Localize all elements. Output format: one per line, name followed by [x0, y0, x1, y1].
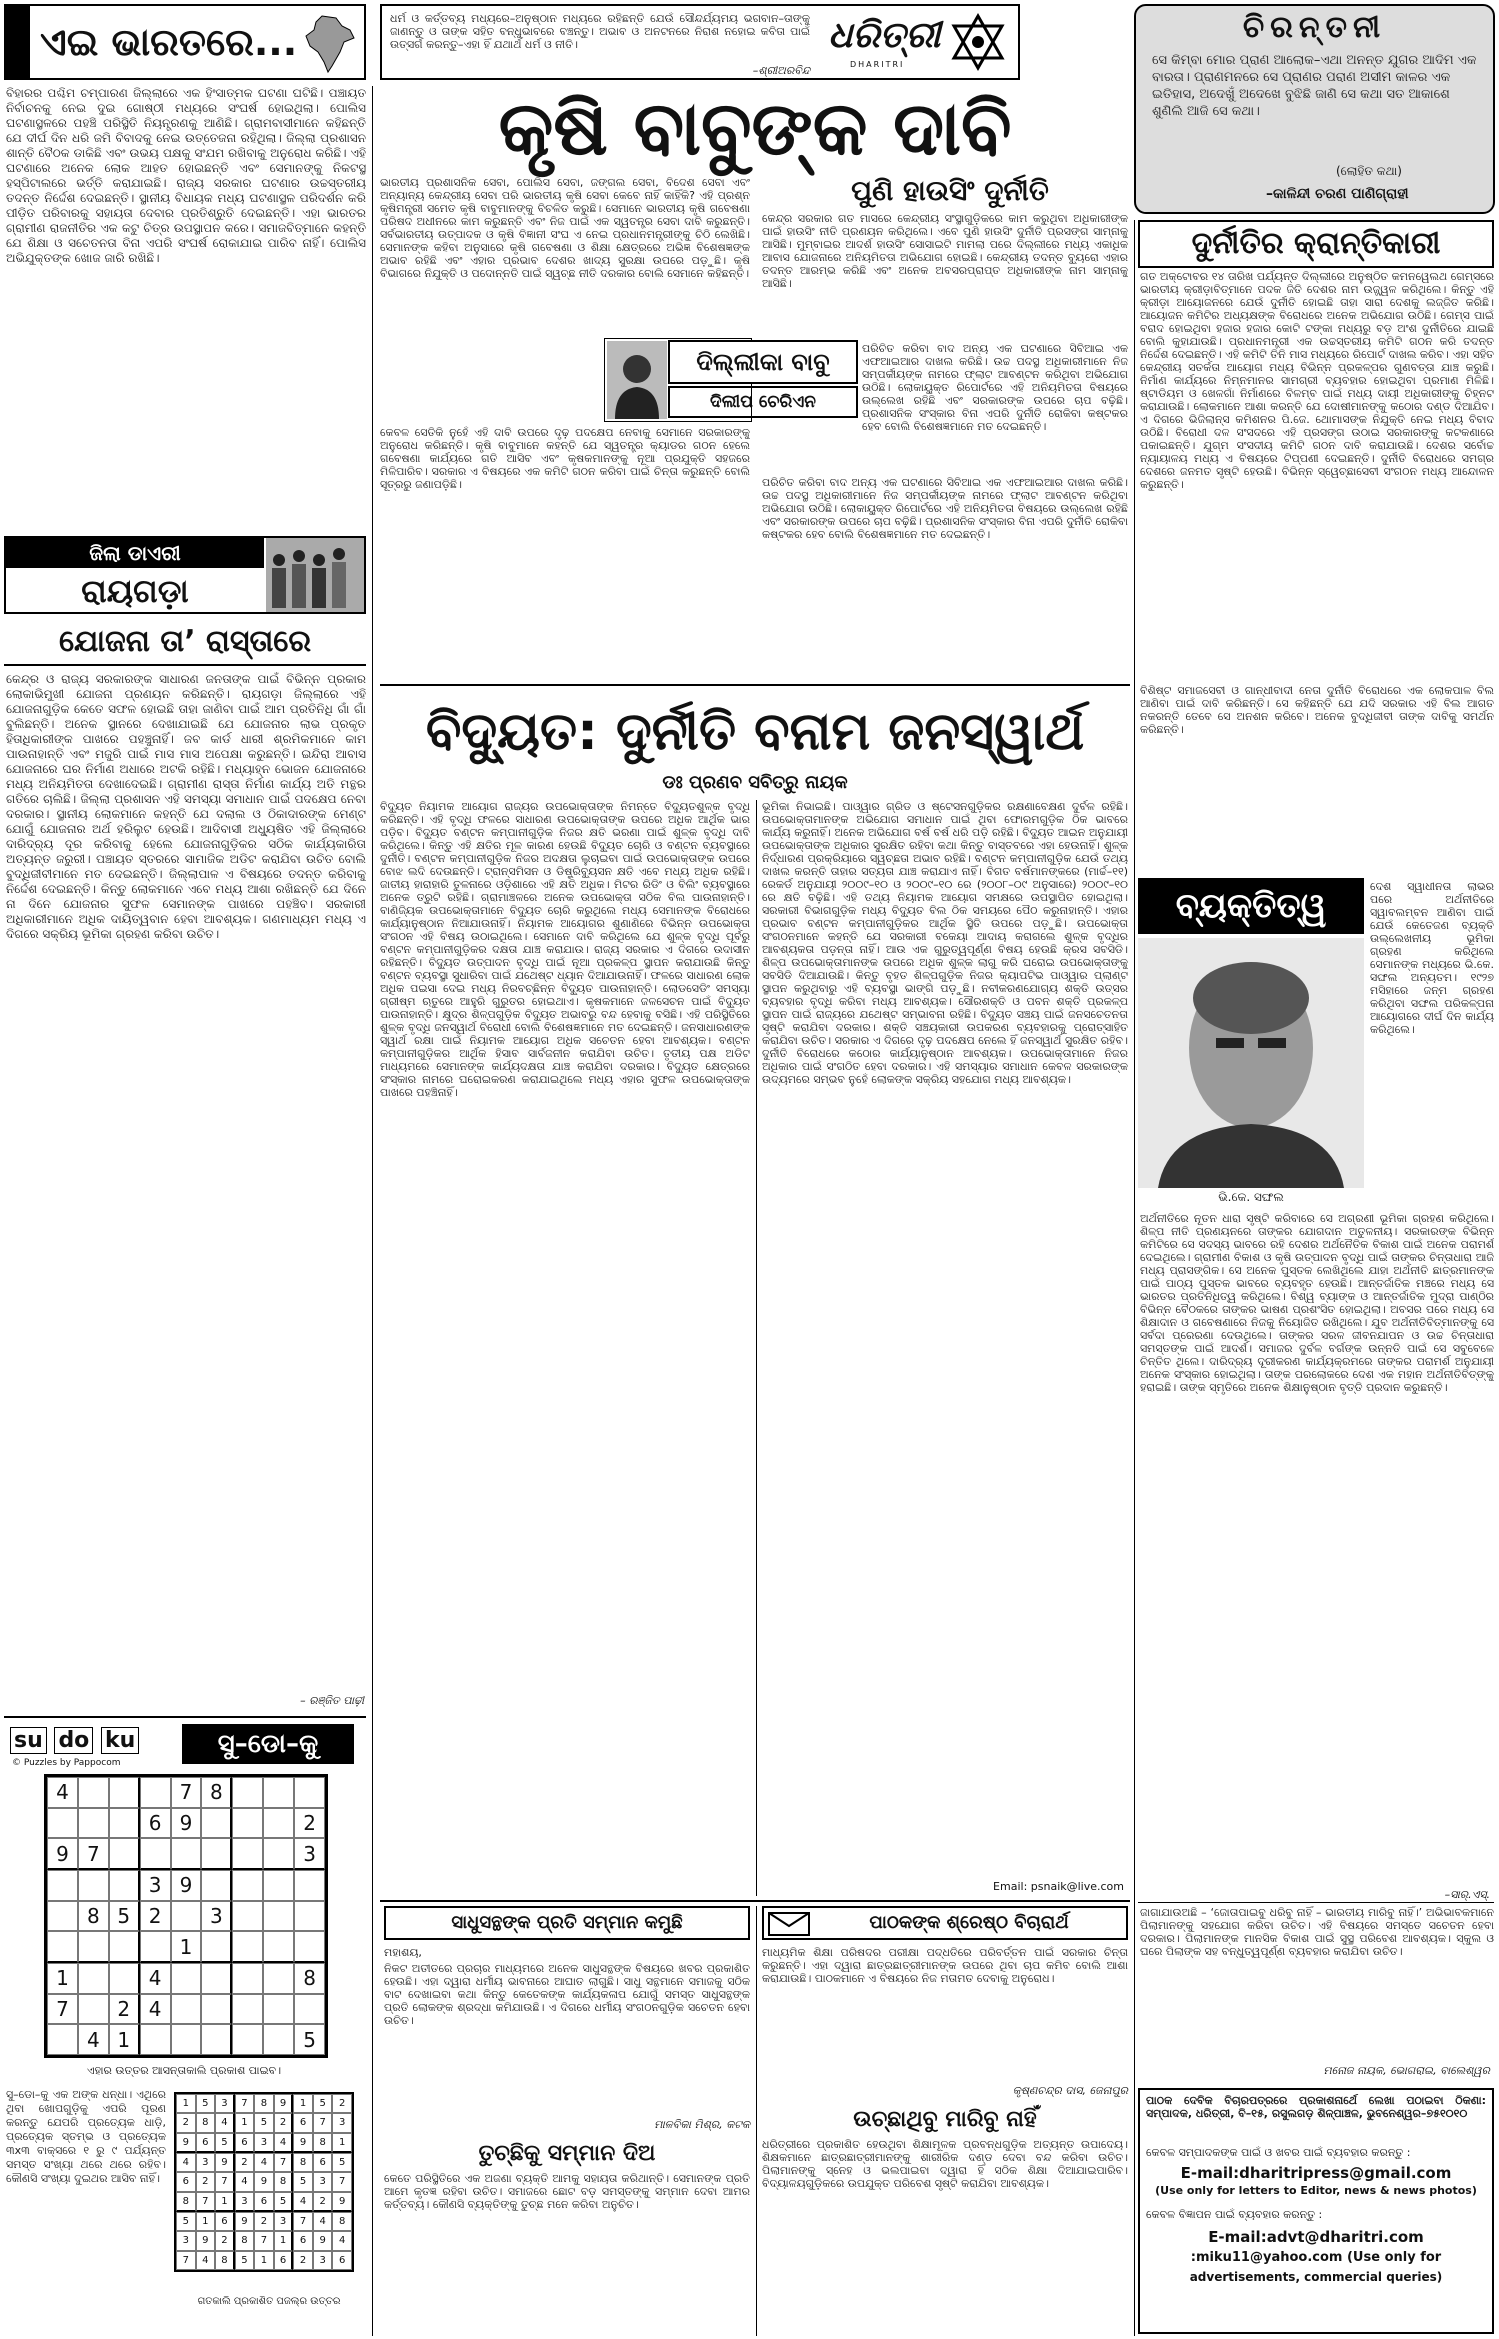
tuchhi-title: ତୁଚ୍ଛିକୁ ସମ୍ମାନ ଦିଅ	[478, 2141, 656, 2166]
sudoku-cell[interactable]: 2	[294, 1808, 325, 1839]
bharat-article: ବିହାରର ପଶ୍ଚିମ ଚମ୍ପାରଣ ଜିଲ୍ଲାରେ ଏକ ହିଂସାତ୍ମକ ଘଟଣା ଘଟିଛି। ପଞ୍ଚାୟତ ନିର୍ବାଚନକୁ ନେଇ ଦୁଇ ଗୋଷ୍ଠୀ ମଧ୍ୟରେ ସଂଘର୍ଷ ହୋଇଥିଲା। ପୋଲିସ ଘଟଣାସ୍ଥଳରେ ପହଞ୍ଚି ପରିସ୍ଥିତି ନିୟନ୍ତ୍ରଣକୁ ଆଣିଛି। ଗ୍ରାମବାସୀମାନେ କହିଛନ୍ତି ଯେ ଦୀର୍ଘ ଦିନ ଧରି ଜମି ବିବାଦକୁ ନେଇ ଉତ୍ତେଜନା ରହିଥିଲା। ଜିଲ୍ଲା ପ୍ରଶାସନ ଶାନ୍ତି ବୈଠକ ଡାକିଛି ଏବଂ ଉଭୟ ପକ୍ଷକୁ ସଂଯମ ରଖିବାକୁ ଅନୁରୋଧ କରିଛି। ଏହି ଘଟଣାରେ ଅନେକ ଲୋକ ଆହତ ହୋଇଛନ୍ତି ଏବଂ ସେମାନଙ୍କୁ ନିକଟସ୍ଥ ହସ୍ପିଟାଲରେ ଭର୍ତ୍ତି କରାଯାଇଛି। ରାଜ୍ୟ ସରକାର ଘଟଣାର ଉଚ୍ଚସ୍ତରୀୟ ତଦନ୍ତ ନିର୍ଦ୍ଦେଶ ଦେଇଛନ୍ତି। ସ୍ଥାନୀୟ ବିଧାୟକ ମଧ୍ୟ ଘଟଣାସ୍ଥଳ ପରିଦର୍ଶନ କରି ପୀଡ଼ିତ ପରିବାରକୁ ସହାୟତା ଦେବାର ପ୍ରତିଶ୍ରୁତି ଦେଇଛନ୍ତି। ଏହା ଭାରତର ଗ୍ରାମୀଣ ରାଜନୀତିର ଏକ କଟୁ ଚିତ୍ର ଉପସ୍ଥାପନ କରେ। ସମାଜବିତ୍‌ମାନେ କହନ୍ତି ଯେ ଶିକ୍ଷା ଓ ସଚେତନତା ବିନା ଏପରି ସଂଘର୍ଷ ରୋକାଯାଇ ପାରିବ ନାହିଁ। ପୋଲିସ ଅଭିଯୁକ୍ତଙ୍କ ଖୋଜ ଜାରି ରଖିଛି।	[6, 86, 366, 265]
solution-cell: 4	[274, 2133, 294, 2153]
rule-above-letters	[380, 1900, 1130, 1902]
solution-cell: 6	[293, 2113, 313, 2132]
section-banner-bharat	[4, 4, 366, 80]
sudoku-cell[interactable]: 1	[171, 1931, 202, 1963]
banner-stripe	[6, 6, 30, 78]
section-title: ଏଇ ଭାରତରେ...	[40, 20, 298, 64]
solution-cell: 8	[176, 2192, 196, 2212]
solution-cell: 1	[176, 2094, 196, 2113]
solution-cell: 1	[215, 2192, 235, 2212]
solution-cell: 2	[235, 2153, 255, 2172]
solution-cell: 4	[196, 2251, 216, 2270]
solution-cell: 8	[313, 2133, 333, 2153]
sudoku-cell[interactable]	[263, 1777, 294, 1808]
sudoku-cell[interactable]: 3	[140, 1870, 171, 1901]
sudoku-cell[interactable]: 9	[171, 1870, 202, 1901]
column-rule-1	[372, 86, 373, 2336]
vyaktitwa-main-text: ଅର୍ଥନୀତିରେ ନୂତନ ଧାରା ସୃଷ୍ଟି କରିବାରେ ସେ ଅଗ୍ରଣୀ ଭୂମିକା ଗ୍ରହଣ କରିଥିଲେ। ଶିଳ୍ପ ନୀତି ପ୍ରଣୟନରେ ତାଙ୍କର ଯୋଗଦାନ ଅତୁଳନୀୟ। ସରକାରଙ୍କ ବିଭିନ୍ନ କମିଟିରେ ସେ ସଦସ୍ୟ ଭାବରେ ରହି ଦେଶର ଅର୍ଥନୈତିକ ବିକାଶ ପାଇଁ ଅନେକ ପରାମର୍ଶ ଦେଇଥିଲେ। ଗ୍ରାମୀଣ ବିକାଶ ଓ କୃଷି ଉତ୍ପାଦନ ବୃଦ୍ଧି ପାଇଁ ତାଙ୍କର ଚିନ୍ତାଧାରା ଆଜି ମଧ୍ୟ ପ୍ରାସଙ୍ଗିକ। ସେ ଅନେକ ପୁସ୍ତକ ଲେଖିଥିଲେ ଯାହା ଅର୍ଥନୀତି ଛାତ୍ରମାନଙ୍କ ପାଇଁ ପାଠ୍ୟ ପୁସ୍ତକ ଭାବରେ ବ୍ୟବହୃତ ହେଉଛି। ଆନ୍ତର୍ଜାତିକ ମଞ୍ଚରେ ମଧ୍ୟ ସେ ଭାରତର ପ୍ରତିନିଧିତ୍ୱ କରିଥିଲେ। ବିଶ୍ୱ ବ୍ୟାଙ୍କ ଓ ଆନ୍ତର୍ଜାତିକ ମୁଦ୍ରା ପାଣ୍ଠିର ବିଭିନ୍ନ ବୈଠକରେ ତାଙ୍କର ଭାଷଣ ପ୍ରଶଂସିତ ହୋଇଥିଲା। ଅବସର ପରେ ମଧ୍ୟ ସେ ଶିକ୍ଷାଦାନ ଓ ଗବେଷଣାରେ ନିଜକୁ ନିୟୋଜିତ ରଖିଥିଲେ। ଯୁବ ଅର୍ଥନୀତିବିତ୍‌ମାନଙ୍କୁ ସେ ସର୍ବଦା ପ୍ରେରଣା ଦେଉଥିଲେ। ତାଙ୍କର ସରଳ ଜୀବନଯାପନ ଓ ଉଚ୍ଚ ଚିନ୍ତାଧାରା ସମସ୍ତଙ୍କ ପାଇଁ ଆଦର୍ଶ। ସମାଜର ଦୁର୍ବଳ ବର୍ଗଙ୍କ ଉନ୍ନତି ପାଇଁ ସେ ସବୁବେଳେ ଚିନ୍ତିତ ଥିଲେ। ଦାରିଦ୍ର୍ୟ ଦୂରୀକରଣ କାର୍ଯ୍ୟକ୍ରମରେ ତାଙ୍କର ପରାମର୍ଶ ଅନୁଯାୟୀ ଅନେକ ସଂସ୍କାର ହୋଇଥିଲା। ତାଙ୍କ ପରଲୋକରେ ଦେଶ ଏକ ମହାନ ଅର୍ଥନୀତିବିତ୍‌ଙ୍କୁ ହରାଇଛି। ତାଙ୍କ ସ୍ମୃତିରେ ଅନେକ ଶିକ୍ଷାନୁଷ୍ଠାନ ବୃତ୍ତି ପ୍ରଦାନ କରୁଛନ୍ତି।	[1140, 1212, 1494, 1394]
sudoku-cell[interactable]	[78, 1931, 109, 1963]
solution-cell: 8	[196, 2113, 216, 2132]
sudoku-cell[interactable]	[232, 1777, 263, 1808]
solution-cell: 2	[254, 2212, 274, 2231]
sudoku-yesterday-label: ଗତକାଲି ପ୍ରକାଶିତ ପଜଲ୍‌ର ଉତ୍ତର	[197, 2296, 341, 2307]
sudoku-cell[interactable]	[232, 1838, 263, 1870]
author-name-box: ଦିଲ୍ଲୀକା ବାବୁ	[668, 340, 858, 384]
sudoku-cell[interactable]	[201, 1808, 232, 1839]
solution-cell: 5	[196, 2094, 216, 2113]
solution-cell: 5	[215, 2133, 235, 2153]
sudoku-cell[interactable]	[201, 1838, 232, 1870]
solution-cell: 6	[274, 2251, 294, 2270]
quote-box	[380, 4, 1020, 80]
district-diary-banner	[4, 536, 366, 614]
district-name: ରାୟଗଡ଼ା	[81, 572, 189, 610]
contact-email-editor[interactable]: E-mail:dharitripress@gmail.com	[1180, 2164, 1452, 2182]
solution-cell: 8	[274, 2172, 294, 2191]
solution-cell: 1	[274, 2231, 294, 2250]
sudoku-cell[interactable]	[171, 1994, 202, 2025]
sudoku-cell[interactable]	[263, 1994, 294, 2025]
right-letter-text: ଜାଗାଯାଉଅଛି – ‘ଜୋତାପାଇବୁ ଧରିବୁ ନାହିଁ – ଭାରତୀୟ ମାରିବୁ ନାହିଁ।’ ଅଭିଭାବକମାନେ ପିଲାମାନଙ୍କୁ ସହଯୋଗ କରିବା ଉଚିତ। ଏହି ବିଷୟରେ ସମସ୍ତେ ସଚେତନ ହେବା ଦରକାର। ପିଲାମାନଙ୍କ ମାନସିକ ବିକାଶ ପାଇଁ ସୁସ୍ଥ ପରିବେଶ ଆବଶ୍ୟକ। ସ୍କୁଲ ଓ ଘରେ ପିଲାଙ୍କ ସହ ବନ୍ଧୁତ୍ୱପୂର୍ଣ୍ଣ ବ୍ୟବହାର କରାଯିବା ଉଚିତ।	[1140, 1906, 1494, 1958]
solution-cell: 5	[332, 2153, 352, 2172]
sudoku-cell[interactable]	[78, 1994, 109, 2025]
solution-cell: 9	[274, 2094, 294, 2113]
solution-cell: 6	[215, 2212, 235, 2231]
sudoku-cell[interactable]	[171, 2024, 202, 2055]
sudoku-cell[interactable]: 9	[171, 1808, 202, 1839]
contact-email-yahoo-note: advertisements, commercial queries)	[1189, 2270, 1443, 2284]
sudoku-cell[interactable]: 5	[294, 2024, 325, 2055]
solution-cell: 4	[176, 2153, 196, 2172]
main-col2-text: କେବଳ ସେତିକି ନୁହେଁ ଏହି ଦାବି ଉପରେ ଦୃଢ଼ ପଦକ୍ଷେପ ନେବାକୁ ସେମାନେ ସରକାରଙ୍କୁ ଅନୁରୋଧ କରିଛନ୍ତି। କୃଷି ବାବୁମାନେ କହନ୍ତି ଯେ ସ୍ୱତନ୍ତ୍ର କ୍ୟାଡର ଗଠନ ହେଲେ ଗବେଷଣା କାର୍ଯ୍ୟରେ ଗତି ଆସିବ ଏବଂ କୃଷକମାନଙ୍କୁ ନୂଆ ପ୍ରଯୁକ୍ତି ସହଜରେ ମିଳିପାରିବ। ସରକାର ଏ ବିଷୟରେ ଏକ କମିଟି ଗଠନ କରିବା ପାଇଁ ଚିନ୍ତା କରୁଛନ୍ତି ବୋଲି ସୂତ୍ରରୁ ଜଣାପଡ଼ିଛି।	[380, 426, 750, 491]
solution-cell: 8	[332, 2212, 352, 2231]
sudoku-cell[interactable]	[109, 1931, 140, 1963]
solution-cell: 3	[176, 2231, 196, 2250]
quote-text: ଧର୍ମ ଓ କର୍ତ୍ତବ୍ୟ ମଧ୍ୟରେ–ଅନୁଷ୍ଠାନ ମଧ୍ୟରେ ରହିଛନ୍ତି ଯେଉଁ ସୌନ୍ଦର୍ଯ୍ୟମୟ ଭଗବାନ–ତାଙ୍କୁ ଜାଣନ୍ତୁ ଓ ତାଙ୍କ ସହିତ ବନ୍ଧୁଭାବରେ ବଞ୍ଚନ୍ତୁ। ଅଭାବ ଓ ଅନଟନରେ ନିରାଶ ନହୋଇ କବିତା ପାଇଁ ଉତ୍ସର୍ଗ କରନ୍ତୁ–ଏହା ହିଁ ଯଥାର୍ଥ ଧର୍ମ ଓ ନୀତି।	[390, 12, 810, 51]
raygada-author: – ରଞ୍ଜିତ ପାଢ଼ୀ	[300, 1694, 364, 1707]
paper-sub: DHARITRI	[850, 60, 905, 69]
vyaktitwa-author: –ସାର୍.ଏସ୍.	[1444, 1888, 1490, 1901]
solution-cell: 1	[254, 2251, 274, 2270]
sudoku-cell[interactable]: 3	[294, 1838, 325, 1870]
sudoku-rules: ସୁ–ଡୋ–କୁ ଏକ ଅଙ୍କ ଧନ୍ଧା। ଏଥିରେ ଥିବା ଖୋପଗୁଡ଼ିକୁ ଏପରି ପୂରଣ କରନ୍ତୁ ଯେପରି ପ୍ରତ୍ୟେକ ଧାଡ଼ି, ପ୍ରତ୍ୟେକ ସ୍ତମ୍ଭ ଓ ପ୍ରତ୍ୟେକ ୩x୩ ବାକ୍ସରେ ୧ ରୁ ୯ ପର୍ଯ୍ୟନ୍ତ ସମସ୍ତ ସଂଖ୍ୟା ଥରେ ଥରେ ରହିବ। କୌଣସି ସଂଖ୍ୟା ଦୁଇଥର ଆସିବ ନାହିଁ।	[6, 2088, 166, 2185]
sudoku-cell[interactable]	[201, 1963, 232, 1994]
bidyut-rule	[756, 800, 757, 1896]
sudoku-cell[interactable]	[140, 1777, 171, 1808]
sudoku-title: ସୁ–ଡୋ–କୁ	[182, 1724, 354, 1764]
sadhu-title: ସାଧୁସନ୍ଥଙ୍କ ପ୍ରତି ସମ୍ମାନ କମୁଛି	[451, 1912, 683, 1933]
sudoku-cell[interactable]: 2	[109, 1994, 140, 2025]
star-emblem-icon	[948, 12, 1008, 72]
chirantani-text: ସେ କିମ୍ବା ମୋର ପ୍ରାଣ ଆଲୋକ–ଏଥା ଅନନ୍ତ ଯୁଗର ଆଦିମ ଏକ ବାରତା। ପ୍ରାଣମନରେ ସେ ପ୍ରାଣର ପରାଣ ଅସୀମ କାଳର ଏକ ଇତିହାସ, ଅଦେଖୁଁ ଅଦେଖେ ବୁଝିଛି ଜାଣି ସେ କଥା ସତ ଆକାଶେ ଶୁଣିଲି ଆଜି ସେ କଥା।	[1152, 53, 1477, 119]
rule-right-bottom	[1138, 1902, 1494, 1903]
sudoku-cell[interactable]: 6	[140, 1808, 171, 1839]
sudoku-cell[interactable]	[47, 1901, 78, 1932]
solution-cell: 5	[235, 2251, 255, 2270]
sudoku-cell[interactable]	[294, 1901, 325, 1932]
sudoku-cell[interactable]: 8	[294, 1963, 325, 1994]
sudoku-cell[interactable]	[294, 1994, 325, 2025]
letters-rule	[756, 1906, 757, 2336]
pathaka-title: ପାଠକଙ୍କ ଶ୍ରେଷ୍ଠ ବିଚାରାର୍ଥ	[869, 1912, 1069, 1933]
paper-logo	[822, 12, 1014, 74]
bidyut-byline: ଡଃ ପ୍ରଣବ ସବିତ୍ରୁ ନାୟକ	[662, 772, 848, 793]
solution-cell: 1	[235, 2113, 255, 2132]
sudoku-cell[interactable]	[263, 1808, 294, 1839]
bidyut-col1: ବିଦ୍ୟୁତ ନିୟାମକ ଆୟୋଗ ରାଜ୍ୟର ଉପଭୋକ୍ତାଙ୍କ ନିମନ୍ତେ ବିଦ୍ୟୁତଶୁଳ୍କ ବୃଦ୍ଧି କରିଛନ୍ତି। ଏହି ବୃଦ୍ଧି ଫଳରେ ସାଧାରଣ ଉପଭୋକ୍ତାଙ୍କ ଉପରେ ଅଧିକ ଆର୍ଥିକ ଭାର ପଡ଼ିବ। ବିଦ୍ୟୁତ ବଣ୍ଟନ କମ୍ପାନୀଗୁଡ଼ିକ ନିଜର କ୍ଷତି ଭରଣା ପାଇଁ ଶୁଳ୍କ ବୃଦ୍ଧି ଦାବି କରିଥିଲେ। କିନ୍ତୁ ଏହି କ୍ଷତିର ମୂଳ କାରଣ ହେଉଛି ବିଦ୍ୟୁତ ଚୋରି ଓ ବଣ୍ଟନ ବ୍ୟବସ୍ଥାରେ ଦୁର୍ନୀତି। ବଣ୍ଟନ କମ୍ପାନୀଗୁଡ଼ିକ ନିଜର ଅଦକ୍ଷତା ଲୁଚାଇବା ପାଇଁ ଉପଭୋକ୍ତାଙ୍କ ଉପରେ ବୋଝ ଲଦି ଦେଉଛନ୍ତି। ଟ୍ରାନ୍ସମିସନ ଓ ଡିଷ୍ଟ୍ରିବ୍ୟୁସନ କ୍ଷତି ଏବେ ମଧ୍ୟ ଅଧିକ ରହିଛି। ଜାତୀୟ ହାରାହାରି ତୁଳନାରେ ଓଡ଼ିଶାରେ ଏହି କ୍ଷତି ଅଧିକ। ମିଟର ରିଡିଂ ଓ ବିଲିଂ ବ୍ୟବସ୍ଥାରେ ଅନେକ ତ୍ରୁଟି ରହିଛି। ଗ୍ରାମାଞ୍ଚଳରେ ଅନେକ ଉପଭୋକ୍ତା ସଠିକ ବିଲ ପାଉନାହାନ୍ତି। ବାଣିଜ୍ୟିକ ଉପଭୋକ୍ତାମାନେ ବିଦ୍ୟୁତ ଚୋରି କରୁଥିଲେ ମଧ୍ୟ ସେମାନଙ୍କ ବିରୋଧରେ କାର୍ଯ୍ୟାନୁଷ୍ଠାନ ନିଆଯାଉନାହିଁ। ନିୟାମକ ଆୟୋଗର ଶୁଣାଣିରେ ବିଭିନ୍ନ ଉପଭୋକ୍ତା ସଂଗଠନ ଏହି ବିଷୟ ଉଠାଇଥିଲେ। ସେମାନେ ଦାବି କରିଥିଲେ ଯେ ଶୁଳ୍କ ବୃଦ୍ଧି ପୂର୍ବରୁ ବଣ୍ଟନ କମ୍ପାନୀଗୁଡ଼ିକର ଦକ୍ଷତା ଯାଞ୍ଚ କରାଯାଉ। ରାଜ୍ୟ ସରକାର ଏ ଦିଗରେ ଉଦାସୀନ ରହିଛନ୍ତି। ବିଦ୍ୟୁତ ଉତ୍ପାଦନ ବୃଦ୍ଧି ପାଇଁ ନୂଆ ପ୍ରକଳ୍ପ ସ୍ଥାପନ କରାଯାଉଛି କିନ୍ତୁ ବଣ୍ଟନ ବ୍ୟବସ୍ଥା ସୁଧାରିବା ପାଇଁ ଯଥେଷ୍ଟ ଧ୍ୟାନ ଦିଆଯାଉନାହିଁ। ଫଳରେ ସାଧାରଣ ଲୋକ ଅଧିକ ପଇସା ଦେଇ ମଧ୍ୟ ନିରବଚ୍ଛିନ୍ନ ବିଦ୍ୟୁତ ପାଉନାହାନ୍ତି। ଲୋଡସେଡିଂ ସମସ୍ୟା ଗ୍ରୀଷ୍ମ ଋତୁରେ ଆହୁରି ଗୁରୁତର ହୋଇଥାଏ। କୃଷକମାନେ ଜଳସେଚନ ପାଇଁ ବିଦ୍ୟୁତ ପାଉନାହାନ୍ତି। କ୍ଷୁଦ୍ର ଶିଳ୍ପଗୁଡ଼ିକ ବିଦ୍ୟୁତ ଅଭାବରୁ ବନ୍ଦ ହେବାକୁ ବସିଛି। ଏହି ପରିସ୍ଥିତିରେ ଶୁଳ୍କ ବୃଦ୍ଧି ଜନସ୍ୱାର୍ଥ ବିରୋଧୀ ବୋଲି ବିଶେଷଜ୍ଞମାନେ ମତ ଦେଇଛନ୍ତି। ଜନସାଧାରଣଙ୍କ ସ୍ୱାର୍ଥ ରକ୍ଷା ପାଇଁ ନିୟାମକ ଆୟୋଗ ଅଧିକ ସଚେତନ ହେବା ଆବଶ୍ୟକ। ବଣ୍ଟନ କମ୍ପାନୀଗୁଡ଼ିକର ଆର୍ଥିକ ହିସାବ ସାର୍ବଜନୀନ କରାଯିବା ଉଚିତ। ତୃତୀୟ ପକ୍ଷ ଅଡିଟ ମାଧ୍ୟମରେ ସେମାନଙ୍କ କାର୍ଯ୍ୟଦକ୍ଷତା ଯାଞ୍ଚ କରାଯିବା ଦରକାର। ବିଦ୍ୟୁତ କ୍ଷେତ୍ରରେ ସଂସ୍କାର ନାମରେ ଘରୋଇକରଣ କରାଯାଇଥିଲେ ମଧ୍ୟ ଏହାର ସୁଫଳ ଉପଭୋକ୍ତାଙ୍କ ପାଖରେ ପହଞ୍ଚିନାହିଁ।	[380, 800, 750, 1099]
solution-cell: 3	[274, 2212, 294, 2231]
sudoku-logo-su: su	[10, 1727, 47, 1754]
sudoku-cell[interactable]	[232, 1994, 263, 2025]
main-col3-text: କେନ୍ଦ୍ର ସରକାର ଗତ ମାସରେ କେନ୍ଦ୍ରୀୟ ସଂସ୍ଥାଗୁଡ଼ିକରେ କାମ କରୁଥିବା ଅଧିକାରୀଙ୍କ ପାଇଁ ହାଉସିଂ ନୀତି ପ୍ରଣୟନ କରିଥିଲେ। ଏବେ ପୁଣି ହାଉସିଂ ଦୁର୍ନୀତି ପ୍ରସଙ୍ଗ ସାମ୍ନାକୁ ଆସିଛି। ମୁମ୍ବାଇର ଆଦର୍ଶ ହାଉସିଂ ସୋସାଇଟି ମାମଲା ପରେ ଦିଲ୍ଲୀରେ ମଧ୍ୟ ଏକାଧିକ ଆବାସ ଯୋଜନାରେ ଅନିୟମିତତା ଅଭିଯୋଗ ହୋଇଛି। କେନ୍ଦ୍ରୀୟ ତଦନ୍ତ ବ୍ୟୁରୋ ଏହାର ତଦନ୍ତ ଆରମ୍ଭ କରିଛି ଏବଂ ଅନେକ ଅବସରପ୍ରାପ୍ତ ଅଧିକାରୀଙ୍କ ନାମ ସାମ୍ନାକୁ ଆସିଛି।	[762, 212, 1128, 290]
sudoku-cell[interactable]	[78, 1963, 109, 1994]
durniti-text2: ବିଶିଷ୍ଟ ସମାଜସେବୀ ଓ ଗାନ୍ଧୀବାଦୀ ନେତା ଦୁର୍ନୀତି ବିରୋଧରେ ଏକ ଲୋକପାଳ ବିଲ ଆଣିବା ପାଇଁ ଦାବି କରିଛନ୍ତି। ସେ କହିଛନ୍ତି ଯେ ଯଦି ସରକାର ଏହି ବିଲ ଆଗତ ନକରନ୍ତି ତେବେ ସେ ଅନଶନ କରିବେ। ଅନେକ ବୁଦ୍ଧିଜୀବୀ ତାଙ୍କ ଦାବିକୁ ସମର୍ଥନ କରିଛନ୍ତି।	[1140, 684, 1494, 736]
sudoku-logo-do: do	[54, 1727, 93, 1754]
vyaktitwa-title: ବ୍ୟକ୍ତିତ୍ୱ	[1138, 878, 1364, 934]
sudoku-cell[interactable]	[78, 1777, 109, 1808]
sudoku-cell[interactable]	[47, 2024, 78, 2055]
chirantani-author: –କାଳିନ୍ଦୀ ଚରଣ ପାଣିଗ୍ରାହୀ	[1266, 186, 1409, 202]
solution-cell: 4	[313, 2212, 333, 2231]
sudoku-logo-ku: ku	[101, 1727, 139, 1754]
solution-cell: 9	[254, 2172, 274, 2191]
sudoku-grid[interactable]	[44, 1774, 328, 2058]
solution-cell: 7	[196, 2192, 216, 2212]
solution-cell: 3	[313, 2251, 333, 2270]
durniti-text: ଗତ ଅକ୍ଟୋବର ୧୪ ତାରିଖ ପର୍ଯ୍ୟନ୍ତ ଦିଲ୍ଲୀରେ ଅନୁଷ୍ଠିତ କମନୱେଲଥ ଗେମ୍ସରେ ଭାରତୀୟ କ୍ରୀଡ଼ାବିତ୍‌ମାନେ ପଦକ ଜିତି ଦେଶର ନାମ ଉଜ୍ଜ୍ୱଳ କରିଥିଲେ। କିନ୍ତୁ ଏହି କ୍ରୀଡ଼ା ଆୟୋଜନରେ ଯେଉଁ ଦୁର୍ନୀତି ହୋଇଛି ତାହା ସାରା ଦେଶକୁ ଲଜ୍ଜିତ କରିଛି। ଆୟୋଜନ କମିଟିର ଅଧ୍ୟକ୍ଷଙ୍କ ବିରୋଧରେ ଅନେକ ଅଭିଯୋଗ ଉଠିଛି। ଗେମ୍ସ ପାଇଁ ବରାଦ ହୋଇଥିବା ହଜାର ହଜାର କୋଟି ଟଙ୍କା ମଧ୍ୟରୁ ବଡ଼ ଅଂଶ ଦୁର୍ନୀତିରେ ଯାଇଛି ବୋଲି କୁହାଯାଉଛି। ପ୍ରଧାନମନ୍ତ୍ରୀ ଏକ ଉଚ୍ଚସ୍ତରୀୟ କମିଟି ଗଠନ କରି ତଦନ୍ତ ନିର୍ଦ୍ଦେଶ ଦେଇଛନ୍ତି। ଏହି କମିଟି ତିନି ମାସ ମଧ୍ୟରେ ରିପୋର୍ଟ ଦାଖଲ କରିବ। ଏହା ସହିତ କେନ୍ଦ୍ରୀୟ ସତର୍କତା ଆୟୋଗ ମଧ୍ୟ ବିଭିନ୍ନ ପ୍ରକଳ୍ପର ଗୁଣବତ୍ତା ଯାଞ୍ଚ କରୁଛି। ନିର୍ମାଣ କାର୍ଯ୍ୟରେ ନିମ୍ନମାନର ସାମଗ୍ରୀ ବ୍ୟବହାର ହୋଇଥିବା ପ୍ରମାଣ ମିଳିଛି। ଷ୍ଟାଡିୟମ ଓ ଖେଳଗାଁ ନିର୍ମାଣରେ ବିଳମ୍ବ ପାଇଁ ମଧ୍ୟ ଦାୟୀ ଅଧିକାରୀଙ୍କୁ ଚିହ୍ନଟ କରାଯାଉଛି। ଲୋକମାନେ ଆଶା କରନ୍ତି ଯେ ଦୋଷୀମାନଙ୍କୁ କଠୋର ଦଣ୍ଡ ଦିଆଯିବ। ଏ ଦିଗରେ ଭିଜିଲାନ୍ସ କମିଶନର ପି.ଜେ. ଥୋମାସଙ୍କ ନିଯୁକ୍ତି ନେଇ ମଧ୍ୟ ବିବାଦ ଉଠିଛି। ବିରୋଧୀ ଦଳ ସଂସଦରେ ଏହି ପ୍ରସଙ୍ଗ ଉଠାଇ ସରକାରଙ୍କୁ କଟକଣାରେ ପକାଇଛନ୍ତି। ଯୁଗ୍ମ ସଂସଦୀୟ କମିଟି ଗଠନ ଦାବି କରାଯାଉଛି। ଦେଶର ସର୍ବୋଚ୍ଚ ନ୍ୟାୟାଳୟ ମଧ୍ୟ ଏ ବିଷୟରେ ଟିପ୍ପଣୀ ଦେଇଛନ୍ତି। ଦୁର୍ନୀତି ବିରୋଧରେ ସମଗ୍ର ଦେଶରେ ଜନମତ ସୃଷ୍ଟି ହେଉଛି। ବିଭିନ୍ନ ସ୍ୱେଚ୍ଛାସେବୀ ସଂଗଠନ ମଧ୍ୟ ଆନ୍ଦୋଳନ କରୁଛନ୍ତି।	[1140, 270, 1494, 491]
district-photo	[266, 538, 364, 612]
solution-cell: 8	[293, 2153, 313, 2172]
sudoku-cell[interactable]: 8	[201, 1777, 232, 1808]
sudoku-cell[interactable]	[140, 1838, 171, 1870]
sudoku-cell[interactable]: 3	[201, 1901, 232, 1932]
durniti-headline: ଦୁର୍ନୀତିର କ୍ରାନ୍ତିକାରୀ	[1138, 220, 1494, 268]
solution-cell: 7	[332, 2172, 352, 2191]
solution-cell: 2	[215, 2231, 235, 2250]
sudoku-cell[interactable]	[171, 1838, 202, 1870]
contact-address: ପାଠକ ଦେବିକ ବିଚାରପତ୍ରରେ ପ୍ରକାଶନାର୍ଥେ ଲେଖା ପଠାଇବା ଠିକଣା: ସମ୍ପାଦକ, ଧରିତ୍ରୀ, ବି–୧୫, ରସୁଲଗଡ଼ ଶିଳ୍ପାଞ୍ଚଳ, ଭୁବନେଶ୍ୱର–୭୫୧୦୧୦	[1146, 2094, 1486, 2120]
solution-cell: 2	[274, 2113, 294, 2132]
solution-cell: 7	[313, 2113, 333, 2132]
main-col3b-text: ପରିଚିତ କରିବା ବାଦ ଅନ୍ୟ ଏକ ଘଟଣାରେ ସିବିଆଇ ଏକ ଏଫଆଇଆର ଦାଖଲ କରିଛି। ଉଚ୍ଚ ପଦସ୍ଥ ଅଧିକାରୀମାନେ ନିଜ ସମ୍ପର୍କୀୟଙ୍କ ନାମରେ ଫ୍ଲାଟ ଆବଣ୍ଟନ କରିଥିବା ଅଭିଯୋଗ ଉଠିଛି। ଲୋକାୟୁକ୍ତ ରିପୋର୍ଟରେ ଏହି ଅନିୟମିତତା ବିଷୟରେ ଉଲ୍ଲେଖ ରହିଛି ଏବଂ ସରକାରଙ୍କ ଉପରେ ଚାପ ବଢ଼ିଛି। ପ୍ରଶାସନିକ ସଂସ୍କାର ବିନା ଏପରି ଦୁର୍ନୀତି ରୋକିବା କଷ୍ଟକର ହେବ ବୋଲି ବିଶେଷଜ୍ଞମାନେ ମତ ଦେଇଛନ୍ତି।	[862, 342, 1128, 433]
rule-under-main	[380, 684, 1130, 686]
column-rule-2	[1134, 220, 1135, 2336]
sudoku-cell[interactable]	[263, 1838, 294, 1870]
sudoku-cell[interactable]	[232, 1963, 263, 1994]
quote-author: –ଶ୍ରୀଅରବିନ୍ଦ	[752, 64, 810, 77]
solution-cell: 6	[293, 2231, 313, 2250]
raygada-headline: ଯୋଜନା ତା’ ରାସ୍ତାରେ	[4, 620, 366, 666]
sudoku-cell[interactable]: 7	[47, 1994, 78, 2025]
main-headline: କୃଷି ବାବୁଙ୍କ ଦାବି	[498, 86, 1012, 172]
author-photo	[607, 341, 667, 419]
solution-cell: 8	[215, 2251, 235, 2270]
envelope-icon	[768, 1912, 810, 1936]
solution-cell: 4	[293, 2192, 313, 2212]
solution-cell: 5	[176, 2212, 196, 2231]
sudoku-cell[interactable]	[294, 1931, 325, 1963]
sudoku-cell[interactable]: 1	[47, 1963, 78, 1994]
solution-cell: 9	[176, 2133, 196, 2153]
sudoku-cell[interactable]	[109, 1963, 140, 1994]
sudoku-cell[interactable]	[263, 1931, 294, 1963]
bidyut-headline: ବିଦ୍ୟୁତ: ଦୁର୍ନୀତି ବନାମ ଜନସ୍ୱାର୍ଥ	[425, 702, 1085, 762]
sudoku-cell[interactable]	[232, 1931, 263, 1963]
right-letter-author: ମନୋଜ ନାୟକ, ଭୋଗରାଇ, ବାଲେଶ୍ୱର	[1323, 2064, 1490, 2077]
solution-cell: 6	[235, 2133, 255, 2153]
portrait-caption: ଭି.କେ. ସଙ୍ଘଲ	[1218, 1190, 1284, 1204]
sudoku-cell[interactable]	[140, 1931, 171, 1963]
solution-cell: 3	[313, 2172, 333, 2191]
sadhu-author: ମାଳବିକା ମିଶ୍ର, କଟକ	[654, 2118, 750, 2131]
solution-cell: 1	[332, 2133, 352, 2153]
sudoku-cell[interactable]: 8	[78, 1901, 109, 1932]
sudoku-cell[interactable]: 7	[171, 1777, 202, 1808]
sudoku-cell[interactable]	[201, 1994, 232, 2025]
solution-cell: 2	[332, 2094, 352, 2113]
sudoku-cell[interactable]	[232, 1808, 263, 1839]
solution-cell: 4	[235, 2172, 255, 2191]
sudoku-cell[interactable]: 4	[140, 1963, 171, 1994]
contact-advt-note: କେବଳ ବିଜ୍ଞାପନ ପାଇଁ ବ୍ୟବହାର କରନ୍ତୁ :	[1146, 2208, 1323, 2221]
sudoku-cell[interactable]	[171, 1901, 202, 1932]
solution-cell: 5	[254, 2113, 274, 2132]
sudoku-cell[interactable]	[201, 2024, 232, 2055]
solution-cell: 2	[196, 2172, 216, 2191]
main-subhead: ପୁଣି ହାଉସିଂ ଦୁର୍ନୀତି	[851, 174, 1049, 207]
solution-cell: 2	[293, 2251, 313, 2270]
sudoku-cell[interactable]	[109, 1870, 140, 1901]
sudoku-cell[interactable]	[171, 1963, 202, 1994]
contact-email-advt[interactable]: E-mail:advt@dharitri.com	[1208, 2228, 1424, 2246]
sudoku-cell[interactable]	[78, 1808, 109, 1839]
sudoku-cell[interactable]: 4	[140, 1994, 171, 2025]
solution-cell: 4	[254, 2153, 274, 2172]
sudoku-cell[interactable]	[263, 1870, 294, 1901]
sudoku-cell[interactable]	[232, 1901, 263, 1932]
sudoku-cell[interactable]	[78, 1870, 109, 1901]
solution-cell: 3	[215, 2094, 235, 2113]
solution-cell: 2	[313, 2192, 333, 2212]
solution-cell: 3	[235, 2192, 255, 2212]
sudoku-cell[interactable]	[201, 1931, 232, 1963]
sudoku-credit: © Puzzles by Pappocom	[12, 1758, 121, 1768]
sudoku-cell[interactable]	[232, 1870, 263, 1901]
sudoku-cell[interactable]: 5	[109, 1901, 140, 1932]
uchha-title: ଉଚ୍ଛାଥିବୁ ମାରିବୁ ନାହିଁ	[853, 2107, 1037, 2132]
solution-cell: 3	[254, 2133, 274, 2153]
main-col4-text: ପରିଚିତ କରିବା ବାଦ ଅନ୍ୟ ଏକ ଘଟଣାରେ ସିବିଆଇ ଏକ ଏଫଆଇଆର ଦାଖଲ କରିଛି। ଉଚ୍ଚ ପଦସ୍ଥ ଅଧିକାରୀମାନେ ନିଜ ସମ୍ପର୍କୀୟଙ୍କ ନାମରେ ଫ୍ଲାଟ ଆବଣ୍ଟନ କରିଥିବା ଅଭିଯୋଗ ଉଠିଛି। ଲୋକାୟୁକ୍ତ ରିପୋର୍ଟରେ ଏହି ଅନିୟମିତତା ବିଷୟରେ ଉଲ୍ଲେଖ ରହିଛି ଏବଂ ସରକାରଙ୍କ ଉପରେ ଚାପ ବଢ଼ିଛି। ପ୍ରଶାସନିକ ସଂସ୍କାର ବିନା ଏପରି ଦୁର୍ନୀତି ରୋକିବା କଷ୍ଟକର ହେବ ବୋଲି ବିଶେଷଜ୍ଞମାନେ ମତ ଦେଇଛନ୍ତି।	[762, 476, 1128, 541]
portrait-photo	[1138, 938, 1364, 1188]
pathaka-author: କୃଷ୍ଣଚନ୍ଦ୍ର ଦାସ, ଜେନାପୁର	[1012, 2084, 1128, 2097]
pathaka-title-box	[762, 1906, 1128, 1940]
solution-cell: 9	[215, 2153, 235, 2172]
solution-cell: 5	[313, 2094, 333, 2113]
sudoku-cell[interactable]	[294, 1777, 325, 1808]
bidyut-email: Email: psnaik@live.com	[993, 1880, 1124, 1893]
solution-cell: 9	[196, 2231, 216, 2250]
sadhu-text: ନିକଟ ଅତୀତରେ ପ୍ରଚାର ମାଧ୍ୟମରେ ଅନେକ ସାଧୁସନ୍ଥଙ୍କ ବିଷୟରେ ଖବର ପ୍ରକାଶିତ ହେଉଛି। ଏହା ଦ୍ୱାରା ଧର୍ମୀୟ ଭାବନାରେ ଆଘାତ ଲାଗୁଛି। ସାଧୁ ସନ୍ଥମାନେ ସମାଜକୁ ସଠିକ ବାଟ ଦେଖାଇବା କଥା କିନ୍ତୁ କେତେକଙ୍କ କାର୍ଯ୍ୟକଳାପ ଯୋଗୁଁ ସମସ୍ତ ସାଧୁସନ୍ଥଙ୍କ ପ୍ରତି ଲୋକଙ୍କ ଶ୍ରଦ୍ଧା କମିଯାଉଛି। ଏ ଦିଗରେ ଧର୍ମୀୟ ସଂଗଠନଗୁଡ଼ିକ ସଚେତନ ହେବା ଉଚିତ।	[384, 1962, 750, 2027]
vyaktitwa-side-text: ଦେଶ ସ୍ୱାଧୀନତା ଲାଭର ପରେ ଅର୍ଥନୀତିରେ ସ୍ୱାବଲମ୍ବନ ଆଣିବା ପାଇଁ ଯେଉଁ କେତେଜଣ ବ୍ୟକ୍ତି ଉଲ୍ଲେଖନୀୟ ଭୂମିକା ଗ୍ରହଣ କରିଥିଲେ ସେମାନଙ୍କ ମଧ୍ୟରେ ଭି.କେ. ସଙ୍ଘଲ ଅନ୍ୟତମ। ୧୯୨୭ ମସିହାରେ ଜନ୍ମ ଗ୍ରହଣ କରିଥିବା ସଙ୍ଘଲ ପରିକଳ୍ପନା ଆୟୋଗରେ ଦୀର୍ଘ ଦିନ କାର୍ଯ୍ୟ କରିଥିଲେ।	[1370, 880, 1494, 1036]
solution-cell: 9	[313, 2231, 333, 2250]
sudoku-cell[interactable]	[263, 2024, 294, 2055]
sudoku-cell[interactable]	[109, 1838, 140, 1870]
author-real-name: ଦିଲୀପ ଚେରିଏନ	[668, 386, 858, 418]
solution-cell: 8	[254, 2094, 274, 2113]
district-label: ଜିଲା ଡାଏରୀ	[6, 538, 264, 568]
solution-cell: 7	[293, 2212, 313, 2231]
sudoku-panel	[4, 1716, 366, 2336]
sudoku-cell[interactable]: 9	[47, 1838, 78, 1870]
sudoku-cell[interactable]: 2	[140, 1901, 171, 1932]
sudoku-cell[interactable]	[201, 1870, 232, 1901]
chirantani-title: ଚିରନ୍ତନୀ	[1242, 10, 1387, 45]
solution-cell: 6	[254, 2192, 274, 2212]
sudoku-cell[interactable]	[47, 1870, 78, 1901]
sudoku-cell[interactable]	[232, 2024, 263, 2055]
sudoku-cell[interactable]: 7	[78, 1838, 109, 1870]
sudoku-answer-note: ଏହାର ଉତ୍ତର ଆସନ୍ତାକାଲି ପ୍ରକାଶ ପାଇବ।	[86, 2064, 282, 2077]
sudoku-logo	[10, 1728, 139, 1753]
contact-box	[1138, 2088, 1494, 2334]
sadhu-title-box	[384, 1906, 750, 1940]
tuchhi-text: କେତେ ପରିସ୍ଥିତିରେ ଏକ ଅଜଣା ବ୍ୟକ୍ତି ଆମକୁ ସହାୟତା କରିଥାନ୍ତି। ସେମାନଙ୍କ ପ୍ରତି ଆମେ କୃତଜ୍ଞ ରହିବା ଉଚିତ। ସମାଜରେ ଛୋଟ ବଡ଼ ସମସ୍ତଙ୍କୁ ସମ୍ମାନ ଦେବା ଆମର କର୍ତ୍ତବ୍ୟ। କୌଣସି ବ୍ୟକ୍ତିଙ୍କୁ ତୁଚ୍ଛ ମନେ କରିବା ଅନୁଚିତ।	[384, 2172, 750, 2211]
contact-editor-note: କେବଳ ସମ୍ପାଦକଙ୍କ ପାଇଁ ଓ ଖବର ପାଇଁ ବ୍ୟବହାର କରନ୍ତୁ :	[1146, 2146, 1411, 2159]
main-col1-text: ଭାରତୀୟ ପ୍ରଶାସନିକ ସେବା, ପୋଲିସ ସେବା, ଜଙ୍ଗଲ ସେବା, ବିଦେଶ ସେବା ଏବଂ ଅନ୍ୟାନ୍ୟ କେନ୍ଦ୍ରୀୟ ସେବା ପରି ଭାରତୀୟ କୃଷି ସେବା କେବେ ନାହିଁ କାହିଁକି? ଏହି ପ୍ରଶ୍ନ କୃଷିମନ୍ତ୍ରୀ ସମେତ କୃଷି ବାବୁମାନଙ୍କୁ ବିଚଳିତ କରୁଛି। ସେମାନେ ଭାରତୀୟ କୃଷି ଗବେଷଣା ପରିଷଦ ଅଧୀନରେ କାମ କରୁଛନ୍ତି ଏବଂ ନିଜ ପାଇଁ ଏକ ସ୍ୱତନ୍ତ୍ର ସେବା ଦାବି କରୁଛନ୍ତି। ସର୍ବଭାରତୀୟ ଉତ୍ପାଦକ ଓ କୃଷି ବିଜ୍ଞାନୀ ସଂଘ ଏ ନେଇ ପ୍ରଧାନମନ୍ତ୍ରୀଙ୍କୁ ଚିଠି ଲେଖିଛି। ସେମାନଙ୍କ କହିବା ଅନୁସାରେ କୃଷି ଗବେଷଣା ଓ ଶିକ୍ଷା କ୍ଷେତ୍ରରେ ଅଭିଜ୍ଞ ବିଶେଷଜ୍ଞଙ୍କ ଅଭାବ ରହିଛି ଏବଂ ଏହାର ପ୍ରଭାବ ଦେଶର ଖାଦ୍ୟ ସୁରକ୍ଷା ଉପରେ ପଡ଼ୁଛି। କୃଷି ବିଭାଗରେ ନିଯୁକ୍ତି ଓ ପଦୋନ୍ନତି ପାଇଁ ସ୍ୱଚ୍ଛ ନୀତି ଦରକାର ବୋଲି ସେମାନେ କହିଛନ୍ତି।	[380, 176, 750, 280]
sudoku-cell[interactable]	[263, 1963, 294, 1994]
sadhu-salutation: ମହାଶୟ,	[384, 1946, 422, 1959]
chirantani-source: (ଲୋହିତ କଥା)	[1336, 164, 1402, 178]
india-map-icon	[296, 12, 360, 76]
sudoku-cell[interactable]	[47, 1808, 78, 1839]
contact-email-editor-note: (Use only for letters to Editor, news & news photos)	[1155, 2184, 1477, 2197]
solution-cell: 9	[293, 2133, 313, 2153]
sudoku-cell[interactable]	[140, 2024, 171, 2055]
sudoku-solution-grid	[174, 2092, 354, 2272]
solution-cell: 7	[176, 2251, 196, 2270]
solution-cell: 7	[254, 2231, 274, 2250]
solution-cell: 6	[332, 2251, 352, 2270]
solution-cell: 6	[196, 2133, 216, 2153]
solution-cell: 8	[235, 2231, 255, 2250]
sudoku-cell[interactable]: 4	[78, 2024, 109, 2055]
sudoku-cell[interactable]: 4	[47, 1777, 78, 1808]
solution-cell: 2	[176, 2113, 196, 2132]
raygada-article: କେନ୍ଦ୍ର ଓ ରାଜ୍ୟ ସରକାରଙ୍କ ସାଧାରଣ ଜନତାଙ୍କ ପାଇଁ ବିଭିନ୍ନ ପ୍ରକାର ଲୋକାଭିମୁଖୀ ଯୋଜନା ପ୍ରଣୟନ କରିଛନ୍ତି। ରାୟଗଡ଼ା ଜିଲ୍ଲାରେ ଏହି ଯୋଜନାଗୁଡ଼ିକ କେତେ ସଫଳ ହୋଇଛି ତାହା ଜାଣିବା ପାଇଁ ଆମ ପ୍ରତିନିଧି ଗାଁ ଗାଁ ବୁଲିଛନ୍ତି। ଅନେକ ସ୍ଥାନରେ ଦେଖାଯାଇଛି ଯେ ଯୋଜନାର ଲାଭ ପ୍ରକୃତ ହିତାଧିକାରୀଙ୍କ ପାଖରେ ପହଞ୍ଚୁନାହିଁ। ଜବ କାର୍ଡ ଧାରୀ ଶ୍ରମିକମାନେ କାମ ପାଉନାହାନ୍ତି ଏବଂ ମଜୁରି ପାଇଁ ମାସ ମାସ ଅପେକ୍ଷା କରୁଛନ୍ତି। ଇନ୍ଦିରା ଆବାସ ଯୋଜନାରେ ଘର ନିର୍ମାଣ ଅଧାରେ ଅଟକି ରହିଛି। ମଧ୍ୟାହ୍ନ ଭୋଜନ ଯୋଜନାରେ ମଧ୍ୟ ଅନିୟମିତତା ଦେଖାଦେଇଛି। ଗ୍ରାମୀଣ ରାସ୍ତା ନିର୍ମାଣ କାର୍ଯ୍ୟ ଅତି ମନ୍ଥର ଗତିରେ ଚାଲିଛି। ଜିଲ୍ଲା ପ୍ରଶାସନ ଏହି ସମସ୍ୟା ସମାଧାନ ପାଇଁ ପଦକ୍ଷେପ ନେବା ଦରକାର। ସ୍ଥାନୀୟ ଲୋକମାନେ କହନ୍ତି ଯେ ଦଲାଲ ଓ ଠିକାଦାରଙ୍କ ମେଣ୍ଟ ଯୋଗୁଁ ଯୋଜନାର ଅର୍ଥ ହରିଲୁଟ ହେଉଛି। ଆଦିବାସୀ ଅଧ୍ୟୁଷିତ ଏହି ଜିଲ୍ଲାରେ ଦାରିଦ୍ର୍ୟ ଦୂର କରିବାକୁ ହେଲେ ଯୋଜନାଗୁଡ଼ିକର ସଠିକ କାର୍ଯ୍ୟକାରିତା ଅତ୍ୟନ୍ତ ଜରୁରୀ। ପଞ୍ଚାୟତ ସ୍ତରରେ ସାମାଜିକ ଅଡିଟ କରାଯିବା ଉଚିତ ବୋଲି ବୁଦ୍ଧିଜୀବୀମାନେ ମତ ଦେଇଛନ୍ତି। ଜିଲ୍ଲାପାଳ ଏ ବିଷୟରେ ତଦନ୍ତ କରିବାକୁ ନିର୍ଦ୍ଦେଶ ଦେଇଛନ୍ତି। କିନ୍ତୁ ଲୋକମାନେ ଏବେ ମଧ୍ୟ ଆଶା ରଖିଛନ୍ତି ଯେ ଦିନେ ନା ଦିନେ ଯୋଜନାର ସୁଫଳ ସେମାନଙ୍କ ପାଖରେ ପହଞ୍ଚିବ। ସରକାରୀ ଅଧିକାରୀମାନେ ଅଧିକ ଦାୟିତ୍ୱବାନ ହେବା ଆବଶ୍ୟକ। ଗଣମାଧ୍ୟମ ମଧ୍ୟ ଏ ଦିଗରେ ସକ୍ରିୟ ଭୂମିକା ଗ୍ରହଣ କରିବା ଉଚିତ।	[6, 672, 366, 941]
solution-cell: 3	[196, 2153, 216, 2172]
solution-cell: 3	[332, 2113, 352, 2132]
sudoku-cell[interactable]	[109, 1777, 140, 1808]
chirantani-box	[1134, 4, 1495, 214]
sudoku-cell[interactable]	[294, 1870, 325, 1901]
solution-cell: 4	[332, 2231, 352, 2250]
solution-cell: 6	[176, 2172, 196, 2191]
solution-cell: 7	[235, 2094, 255, 2113]
solution-cell: 4	[215, 2113, 235, 2132]
paper-name: ଧରିତ୍ରୀ	[828, 14, 941, 56]
solution-cell: 7	[215, 2172, 235, 2191]
solution-cell: 6	[313, 2153, 333, 2172]
sudoku-cell[interactable]	[47, 1931, 78, 1963]
solution-cell: 1	[293, 2094, 313, 2113]
solution-cell: 7	[274, 2153, 294, 2172]
pathaka-text: ମାଧ୍ୟମିକ ଶିକ୍ଷା ପରିଷଦର ପରୀକ୍ଷା ପଦ୍ଧତିରେ ପରିବର୍ତ୍ତନ ପାଇଁ ସରକାର ଚିନ୍ତା କରୁଛନ୍ତି। ଏହା ଦ୍ୱାରା ଛାତ୍ରଛାତ୍ରୀମାନଙ୍କ ଉପରେ ଥିବା ଚାପ କମିବ ବୋଲି ଆଶା କରାଯାଉଛି। ପାଠକମାନେ ଏ ବିଷୟରେ ନିଜ ମତାମତ ଦେବାକୁ ଅନୁରୋଧ।	[762, 1946, 1128, 1985]
solution-cell: 5	[274, 2192, 294, 2212]
solution-cell: 5	[293, 2172, 313, 2191]
bidyut-col2: ଭୂମିକା ନିଭାଇଛି। ପାଓ୍ୱାର ଗ୍ରିଡ ଓ ଷ୍ଟେସନଗୁଡ଼ିକର ରକ୍ଷଣାବେକ୍ଷଣ ଦୁର୍ବଳ ରହିଛି। ଉପଭୋକ୍ତାମାନଙ୍କ ଅଭିଯୋଗ ସମାଧାନ ପାଇଁ ଥିବା ଫୋରମଗୁଡ଼ିକ ଠିକ ଭାବରେ କାର୍ଯ୍ୟ କରୁନାହିଁ। ଅନେକ ଅଭିଯୋଗ ବର୍ଷ ବର୍ଷ ଧରି ପଡ଼ି ରହିଛି। ବିଦ୍ୟୁତ ଆଇନ ଅନୁଯାୟୀ ଉପଭୋକ୍ତାଙ୍କ ଅଧିକାର ସୁରକ୍ଷିତ ରହିବା କଥା କିନ୍ତୁ ବାସ୍ତବରେ ଏହା ହେଉନାହିଁ। ଶୁଳ୍କ ନିର୍ଦ୍ଧାରଣ ପ୍ରକ୍ରିୟାରେ ସ୍ୱଚ୍ଛତା ଅଭାବ ରହିଛି। ବଣ୍ଟନ କମ୍ପାନୀଗୁଡ଼ିକ ଯେଉଁ ତଥ୍ୟ ଦାଖଲ କରନ୍ତି ତାହାର ସତ୍ୟତା ଯାଞ୍ଚ କରାଯାଏ ନାହିଁ। ବିଗତ ବର୍ଷମାନଙ୍କରେ (ମାର୍ଚ୍ଚ–୧୧) ରେକର୍ଡ ଅନୁଯାୟୀ ୨୦୦୯–୧୦ ଓ ୨୦୦୯–୧୦ ରେ (୨୦୦୮–୦୯ ଅନୁସାରେ) ୨୦୦୯–୧୦ ରେ କ୍ଷତି ବଢ଼ିଛି। ଏହି ତଥ୍ୟ ନିୟାମକ ଆୟୋଗ ସମକ୍ଷରେ ଉପସ୍ଥାପିତ ହୋଇଥିଲା। ସରକାରୀ ବିଭାଗଗୁଡ଼ିକ ମଧ୍ୟ ବିଦ୍ୟୁତ ବିଲ ଠିକ ସମୟରେ ପୈଠ କରୁନାହାନ୍ତି। ଏହାର ପ୍ରଭାବ ବଣ୍ଟନ କମ୍ପାନୀଗୁଡ଼ିକର ଆର୍ଥିକ ସ୍ଥିତି ଉପରେ ପଡ଼ୁଛି। ଉପଭୋକ୍ତା ସଂଗଠନମାନେ କହନ୍ତି ଯେ ସରକାରୀ ବକେୟା ଆଦାୟ କରାଗଲେ ଶୁଳ୍କ ବୃଦ୍ଧିର ଆବଶ୍ୟକତା ପଡ଼ନ୍ତା ନାହିଁ। ଆଉ ଏକ ଗୁରୁତ୍ୱପୂର୍ଣ୍ଣ ବିଷୟ ହେଉଛି କ୍ରସ ସବସିଡି। ଶିଳ୍ପ ଉପଭୋକ୍ତାମାନଙ୍କ ଉପରେ ଅଧିକ ଶୁଳ୍କ ଲାଗୁ କରି ଘରୋଇ ଉପଭୋକ୍ତାଙ୍କୁ ସବସିଡି ଦିଆଯାଉଛି। କିନ୍ତୁ ବୃହତ ଶିଳ୍ପଗୁଡ଼ିକ ନିଜର କ୍ୟାପଟିଭ ପାଓ୍ୱାର ପ୍ଲାଣ୍ଟ ସ୍ଥାପନ କରୁଥିବାରୁ ଏହି ବ୍ୟବସ୍ଥା ଭାଙ୍ଗି ପଡ଼ୁଛି। ନବୀକରଣଯୋଗ୍ୟ ଶକ୍ତି ଉତ୍ସର ବ୍ୟବହାର ବୃଦ୍ଧି କରିବା ମଧ୍ୟ ଆବଶ୍ୟକ। ସୌରଶକ୍ତି ଓ ପବନ ଶକ୍ତି ପ୍ରକଳ୍ପ ସ୍ଥାପନ ପାଇଁ ରାଜ୍ୟରେ ଯଥେଷ୍ଟ ସମ୍ଭାବନା ରହିଛି। ବିଦ୍ୟୁତ ସଞ୍ଚୟ ପାଇଁ ଜନସଚେତନତା ସୃଷ୍ଟି କରାଯିବା ଦରକାର। ଶକ୍ତି ସଞ୍ଚୟକାରୀ ଉପକରଣ ବ୍ୟବହାରକୁ ପ୍ରୋତ୍ସାହିତ କରାଯିବା ଉଚିତ। ସରକାର ଏ ଦିଗରେ ଦୃଢ଼ ପଦକ୍ଷେପ ନେଲେ ହିଁ ଜନସ୍ୱାର୍ଥ ସୁରକ୍ଷିତ ରହିବ। ଦୁର୍ନୀତି ବିରୋଧରେ କଠୋର କାର୍ଯ୍ୟାନୁଷ୍ଠାନ ଆବଶ୍ୟକ। ଉପଭୋକ୍ତାମାନେ ନିଜର ଅଧିକାର ପାଇଁ ସଂଗଠିତ ହେବା ଦରକାର। ଏହି ସମସ୍ୟାର ସମାଧାନ କେବଳ ସରକାରଙ୍କ ଉଦ୍ୟମରେ ସମ୍ଭବ ନୁହେଁ ଲୋକଙ୍କ ସକ୍ରିୟ ସହଯୋଗ ମଧ୍ୟ ଆବଶ୍ୟକ।	[762, 800, 1128, 1086]
uchha-text: ଧରିତ୍ରୀରେ ପ୍ରକାଶିତ ହେଉଥିବା ଶିକ୍ଷାମୂଳକ ପ୍ରବନ୍ଧଗୁଡ଼ିକ ଅତ୍ୟନ୍ତ ଉପାଦେୟ। ଶିକ୍ଷକମାନେ ଛାତ୍ରଛାତ୍ରୀମାନଙ୍କୁ ଶାରୀରିକ ଦଣ୍ଡ ଦେବା ବନ୍ଦ କରିବା ଉଚିତ। ପିଲାମାନଙ୍କୁ ସ୍ନେହ ଓ ଭଲପାଇବା ଦ୍ୱାରା ହିଁ ସଠିକ ଶିକ୍ଷା ଦିଆଯାଇପାରିବ। ବିଦ୍ୟାଳୟଗୁଡ଼ିକରେ ଉପଯୁକ୍ତ ପରିବେଶ ସୃଷ୍ଟି କରାଯିବା ଆବଶ୍ୟକ।	[762, 2138, 1128, 2190]
solution-cell: 1	[196, 2212, 216, 2231]
solution-cell: 9	[332, 2192, 352, 2212]
sudoku-cell[interactable]	[109, 1808, 140, 1839]
sudoku-cell[interactable]: 1	[109, 2024, 140, 2055]
solution-cell: 9	[235, 2212, 255, 2231]
contact-email-yahoo[interactable]: :miku11@yahoo.com (Use only for	[1190, 2250, 1442, 2265]
sudoku-cell[interactable]	[263, 1901, 294, 1932]
